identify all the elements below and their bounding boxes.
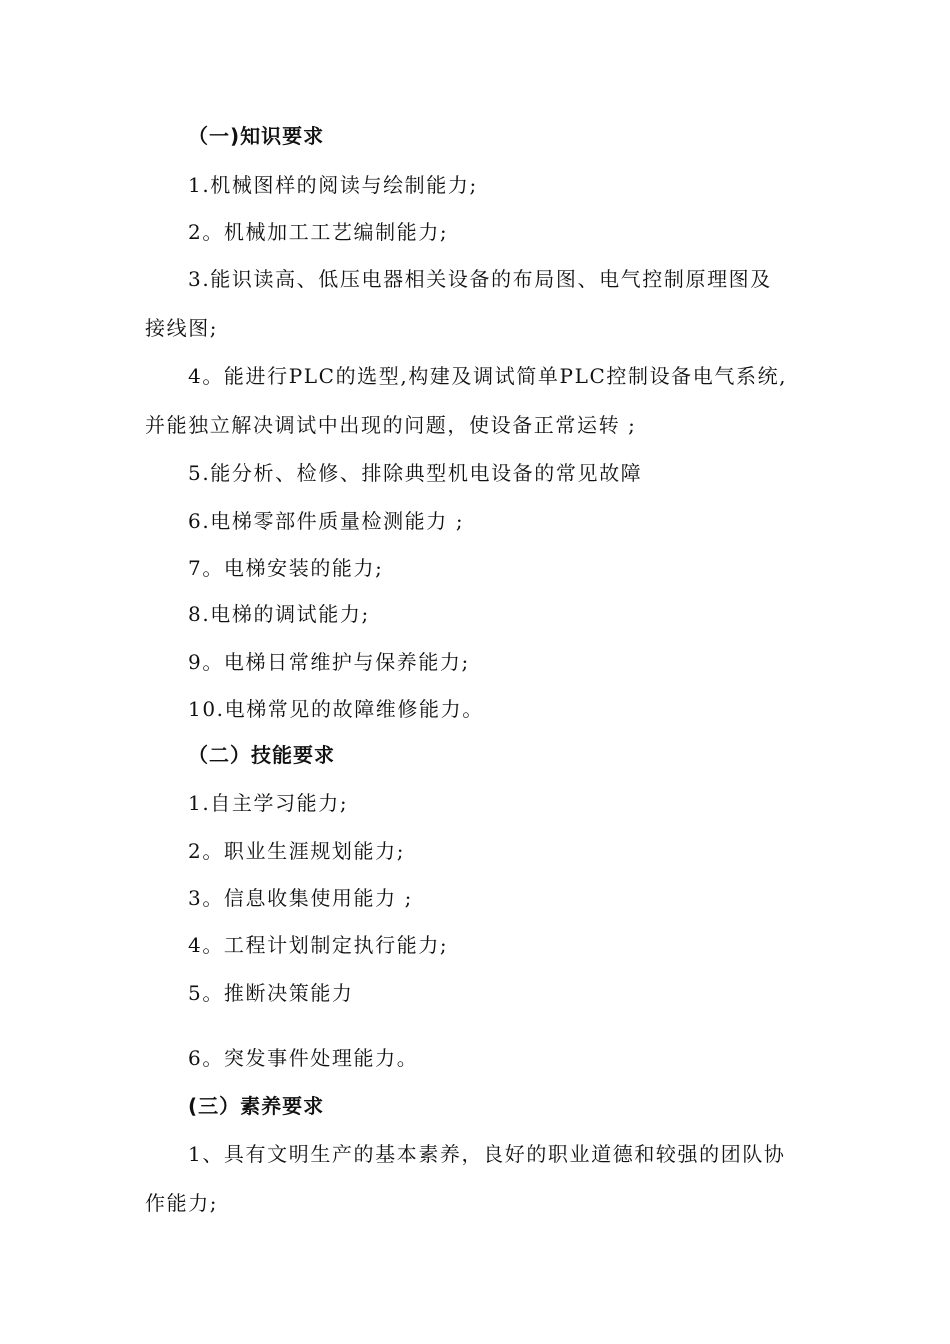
- list-item: 4。工程计划制定执行能力;: [188, 933, 449, 957]
- list-item: 5。推断决策能力: [188, 981, 354, 1005]
- list-item: 10.电梯常见的故障维修能力。: [188, 697, 484, 721]
- section-heading-qualities: (三）素养要求: [188, 1094, 325, 1118]
- list-item-continuation: 并能独立解决调试中出现的问题，使设备正常运转 ;: [145, 413, 637, 437]
- list-item: 2。职业生涯规划能力;: [188, 839, 406, 863]
- list-item: 4。能进行PLC的选型,构建及调试简单PLC控制设备电气系统,: [188, 364, 788, 388]
- list-item-continuation: 作能力;: [145, 1191, 219, 1215]
- list-item: 1.机械图样的阅读与绘制能力;: [188, 173, 478, 197]
- list-item: 1、具有文明生产的基本素养，良好的职业道德和较强的团队协: [188, 1142, 786, 1166]
- section-heading-knowledge: （一)知识要求: [188, 124, 325, 148]
- section-heading-skills: （二）技能要求: [188, 743, 335, 767]
- list-item-continuation: 接线图;: [145, 316, 219, 340]
- list-item: 7。电梯安装的能力;: [188, 556, 384, 580]
- list-item: 9。电梯日常维护与保养能力;: [188, 650, 470, 674]
- list-item: 1.自主学习能力;: [188, 791, 349, 815]
- list-item: 3.能识读高、低压电器相关设备的布局图、电气控制原理图及: [188, 267, 772, 291]
- list-item: 6。突发事件处理能力。: [188, 1046, 419, 1070]
- list-item: 6.电梯零部件质量检测能力 ;: [188, 509, 465, 533]
- list-item: 5.能分析、检修、排除典型机电设备的常见故障: [188, 461, 643, 485]
- list-item: 2。机械加工工艺编制能力;: [188, 220, 449, 244]
- list-item: 3。信息收集使用能力 ;: [188, 886, 414, 910]
- list-item: 8.电梯的调试能力;: [188, 602, 370, 626]
